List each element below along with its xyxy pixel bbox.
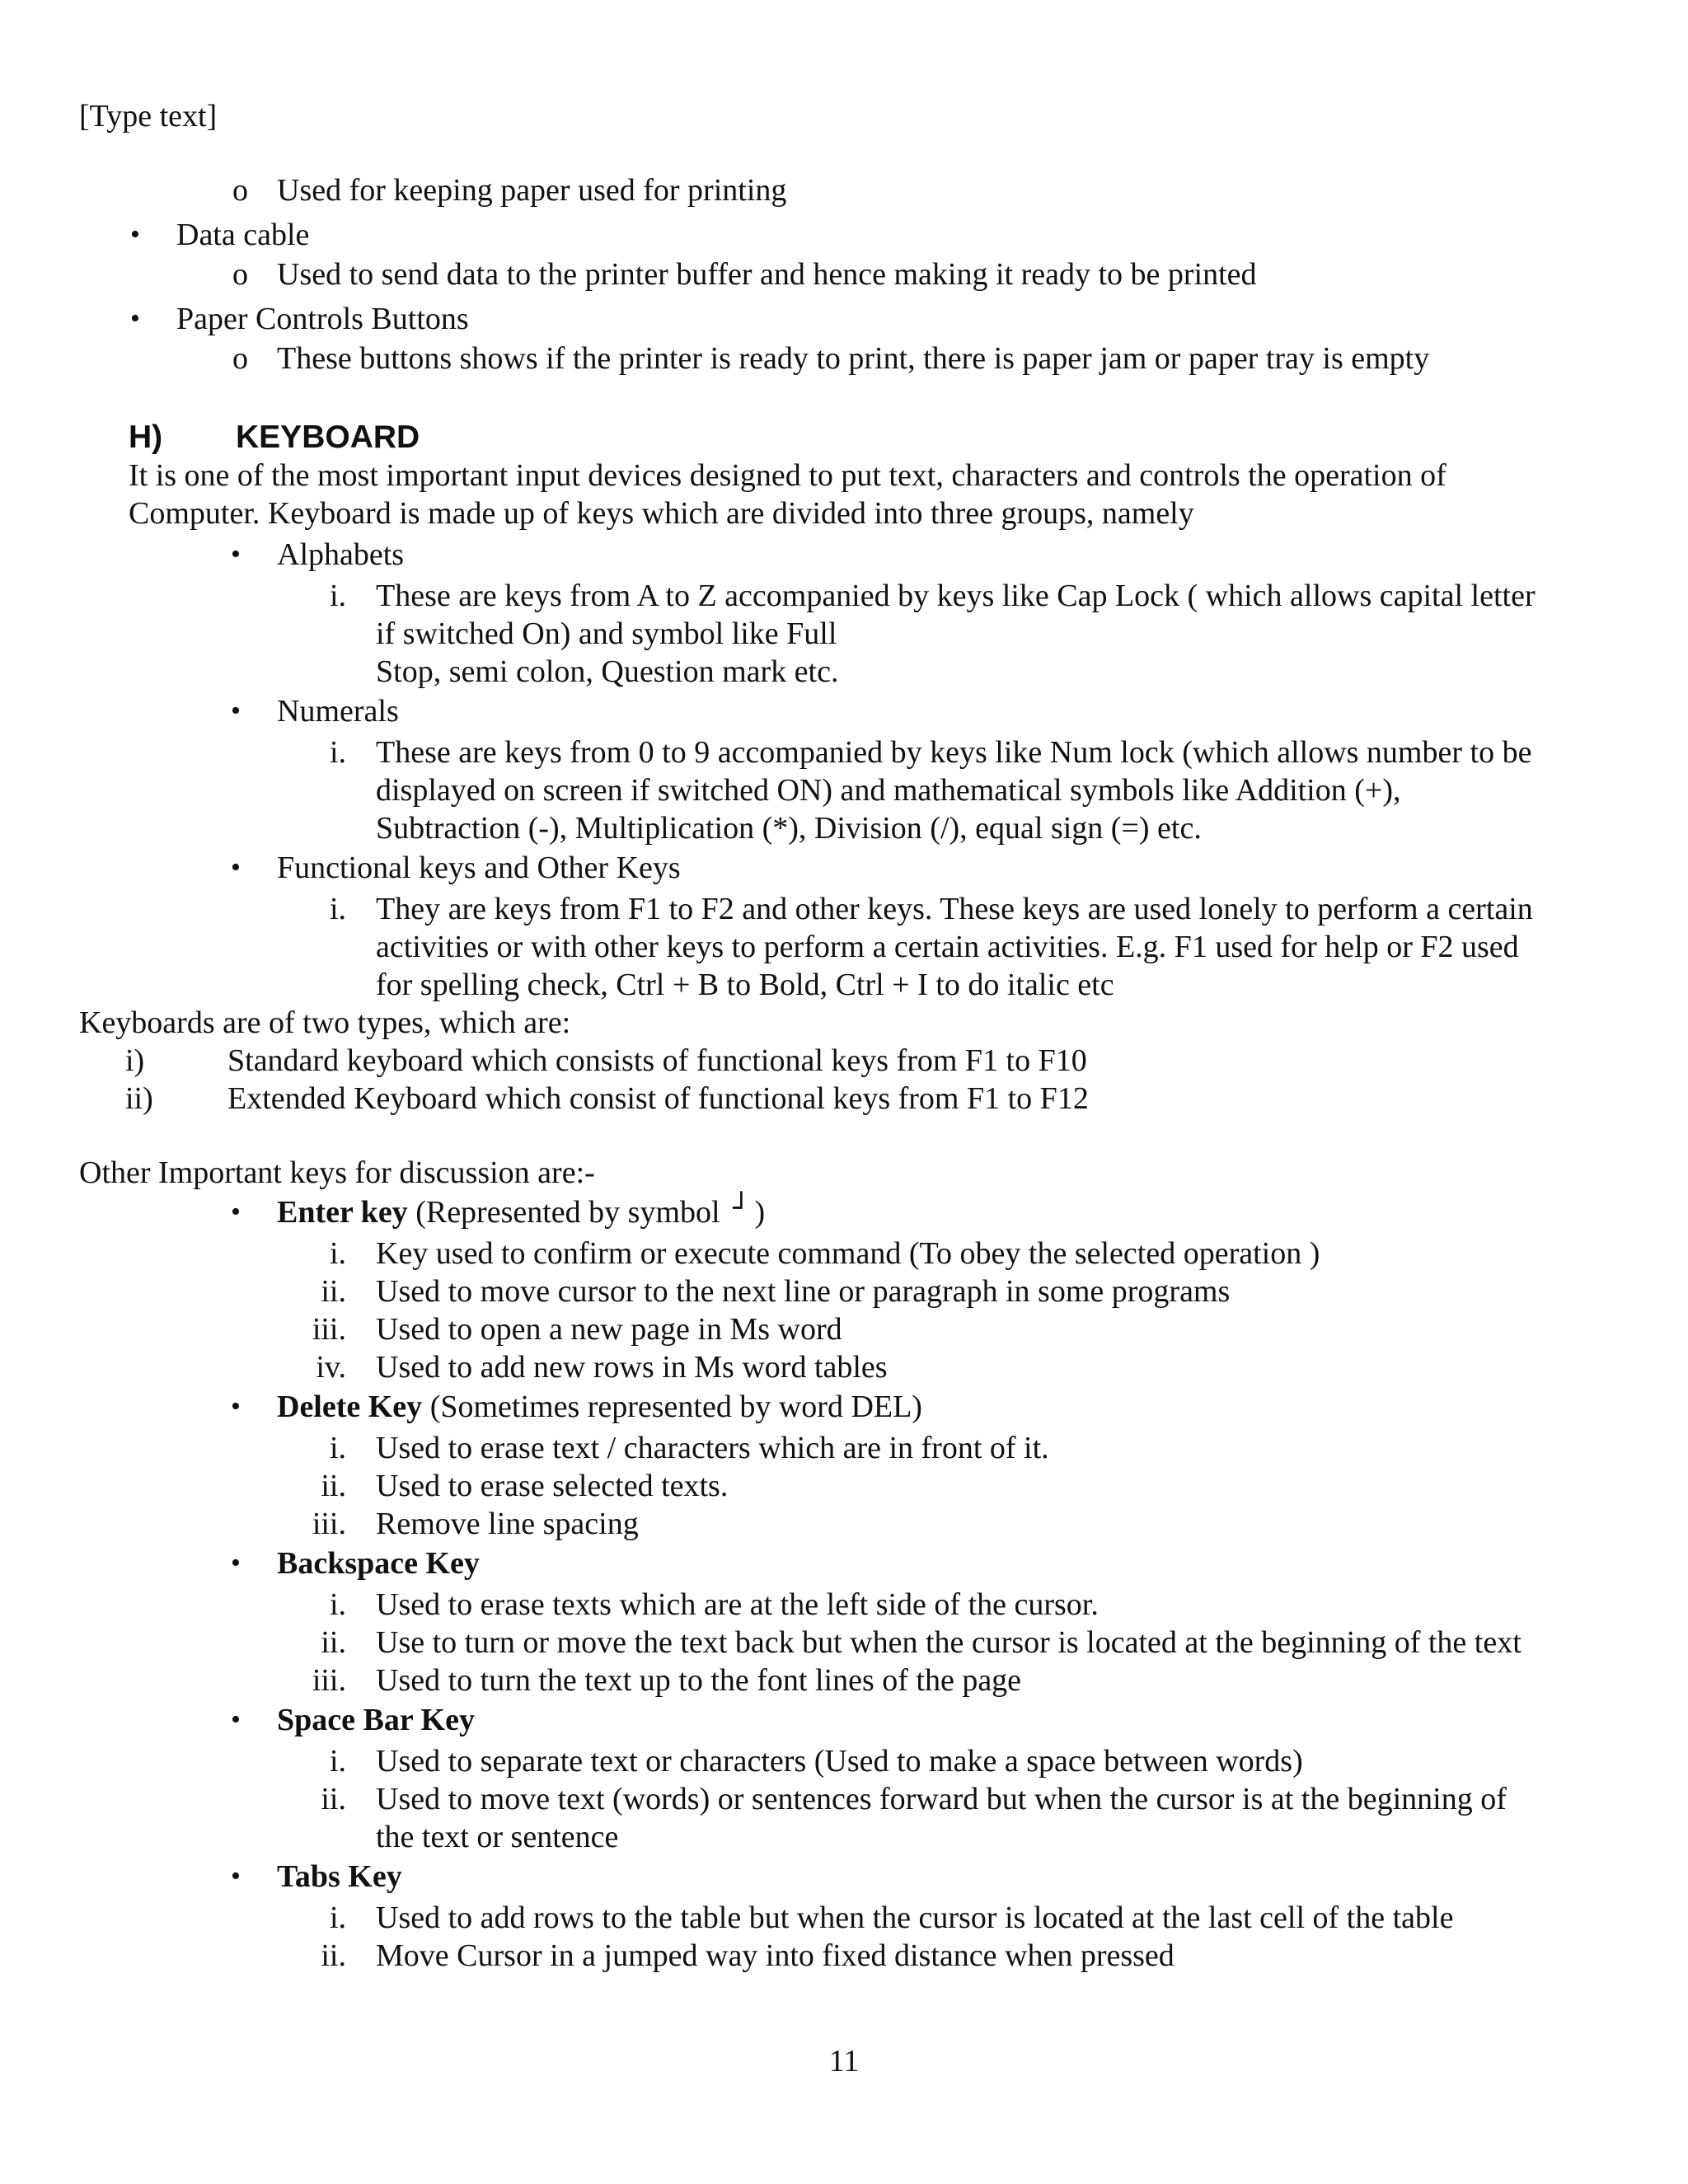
list-item: displayed on screen if switched ON) and mathematical symbols like Addition (+), — [376, 773, 1401, 808]
data-cable-item: Data cable — [176, 218, 310, 252]
list-item: Stop, semi colon, Question mark etc. — [376, 654, 839, 689]
list-marker: i. — [329, 1431, 346, 1465]
list-item: Used to erase text / characters which are in front of it. — [376, 1431, 1049, 1465]
list-marker: i. — [329, 1900, 346, 1935]
backspace-key-heading — [277, 1544, 480, 1582]
tabs-key-heading — [277, 1858, 402, 1896]
list-item: Standard keyboard which consists of functional keys from F1 to F10 — [227, 1043, 1087, 1078]
list-marker: i. — [329, 892, 346, 926]
space-key-title: Space Bar Key — [277, 1703, 475, 1737]
list-item: Used to move cursor to the next line or paragraph in some programs — [376, 1274, 1231, 1309]
bullet: • — [231, 539, 241, 569]
list-marker: ii) — [125, 1081, 153, 1116]
backspace-key-title: Backspace Key — [277, 1546, 480, 1581]
paper-controls-note: These buttons shows if the printer is ready to print, there is paper jam or paper tray is empty — [277, 341, 1430, 376]
list-item: Used to erase texts which are at the left side of the cursor. — [376, 1587, 1099, 1622]
list-marker: ii. — [321, 1274, 346, 1309]
bullet: • — [130, 303, 140, 334]
bullet: • — [231, 1861, 241, 1891]
other-keys-intro: Other Important keys for discussion are:- — [79, 1155, 595, 1190]
list-marker: iv. — [316, 1350, 346, 1385]
list-item: They are keys from F1 to F2 and other keys. These keys are used lonely to perform a certain — [376, 892, 1533, 926]
list-item: if switched On) and symbol like Full — [376, 616, 837, 651]
delete-key-heading — [277, 1388, 922, 1426]
list-item: Used to add new rows in Ms word tables — [376, 1350, 888, 1385]
bullet: • — [231, 1197, 241, 1227]
list-item: Subtraction (-), Multiplication (*), Division (/), equal sign (=) etc. — [376, 811, 1202, 846]
list-marker: i. — [329, 1236, 346, 1271]
bullet: • — [130, 219, 140, 250]
list-marker: i. — [329, 579, 346, 613]
list-item: Key used to confirm or execute command (To obey the selected operation ) — [376, 1236, 1320, 1271]
list-marker: iii. — [312, 1507, 346, 1541]
enter-symbol-icon: ┘ — [733, 1192, 750, 1225]
section-title: KEYBOARD — [236, 419, 420, 455]
group-title-numerals: Numerals — [277, 694, 399, 729]
bullet: • — [231, 1548, 241, 1578]
data-cable-note: Used to send data to the printer buffer and hence making it ready to be printed — [277, 257, 1257, 292]
group-title-functional: Functional keys and Other Keys — [277, 851, 681, 885]
enter-key-title: Enter key — [277, 1195, 408, 1230]
sub-marker: o — [232, 341, 248, 376]
list-marker: iii. — [312, 1312, 346, 1347]
sub-marker: o — [232, 257, 248, 292]
list-marker: ii. — [321, 1469, 346, 1503]
list-item: Used to open a new page in Ms word — [376, 1312, 842, 1347]
list-item: activities or with other keys to perform a certain activities. E.g. F1 used for help or F2 used — [376, 930, 1519, 964]
sub-marker: o — [232, 173, 248, 208]
list-item: Remove line spacing — [376, 1507, 639, 1541]
list-marker: i) — [125, 1043, 145, 1078]
list-marker: i. — [329, 1587, 346, 1622]
header-placeholder[interactable]: [Type text] — [79, 99, 218, 134]
tray-note: Used for keeping paper used for printing — [277, 173, 787, 208]
list-marker: ii. — [321, 1938, 346, 1973]
list-item: Used to add rows to the table but when the cursor is located at the last cell of the table — [376, 1900, 1454, 1935]
list-marker: ii. — [321, 1625, 346, 1660]
section-letter: H) — [129, 419, 163, 455]
enter-key-desc: (Represented by symbol — [407, 1195, 729, 1230]
list-marker: i. — [329, 1744, 346, 1779]
list-item: Used to separate text or characters (Used to make a space between words) — [376, 1744, 1303, 1779]
enter-key-heading — [277, 1193, 765, 1232]
group-title-alphabets: Alphabets — [277, 537, 405, 572]
paper-controls-item: Paper Controls Buttons — [176, 302, 469, 336]
list-item: Used to erase selected texts. — [376, 1469, 729, 1503]
list-item: These are keys from A to Z accompanied by keys like Cap Lock ( which allows capital letter — [376, 579, 1536, 613]
list-item: Extended Keyboard which consist of functional keys from F1 to F12 — [227, 1081, 1089, 1116]
page-number: 11 — [828, 2044, 860, 2079]
list-item: These are keys from 0 to 9 accompanied by keys like Num lock (which allows number to be — [376, 735, 1532, 770]
bullet: • — [231, 852, 241, 883]
list-item-continuation: the text or sentence — [376, 1820, 619, 1854]
enter-key-close: ) — [754, 1195, 766, 1230]
list-marker: ii. — [321, 1782, 346, 1816]
bullet: • — [231, 1704, 241, 1735]
intro-line-2: Computer. Keyboard is made up of keys which are divided into three groups, namely — [129, 496, 1194, 531]
list-marker: i. — [329, 735, 346, 770]
list-item: Use to turn or move the text back but when the cursor is located at the beginning of the text — [376, 1625, 1522, 1660]
intro-line-1: It is one of the most important input devices designed to put text, characters and controls the operation of — [129, 458, 1447, 493]
bullet: • — [231, 1391, 241, 1422]
space-key-heading — [277, 1701, 475, 1739]
bullet: • — [231, 696, 241, 726]
list-item: Used to turn the text up to the font lines of the page — [376, 1663, 1022, 1698]
list-marker: iii. — [312, 1663, 346, 1698]
tabs-key-title: Tabs Key — [277, 1859, 402, 1894]
list-item: for spelling check, Ctrl + B to Bold, Ctrl + I to do italic etc — [376, 968, 1114, 1002]
delete-key-desc: (Sometimes represented by word DEL) — [422, 1390, 922, 1424]
types-intro: Keyboards are of two types, which are: — [79, 1005, 571, 1040]
delete-key-title: Delete Key — [277, 1390, 423, 1424]
list-item: Used to move text (words) or sentences forward but when the cursor is at the beginning of — [376, 1782, 1507, 1816]
list-item: Move Cursor in a jumped way into fixed distance when pressed — [376, 1938, 1175, 1973]
